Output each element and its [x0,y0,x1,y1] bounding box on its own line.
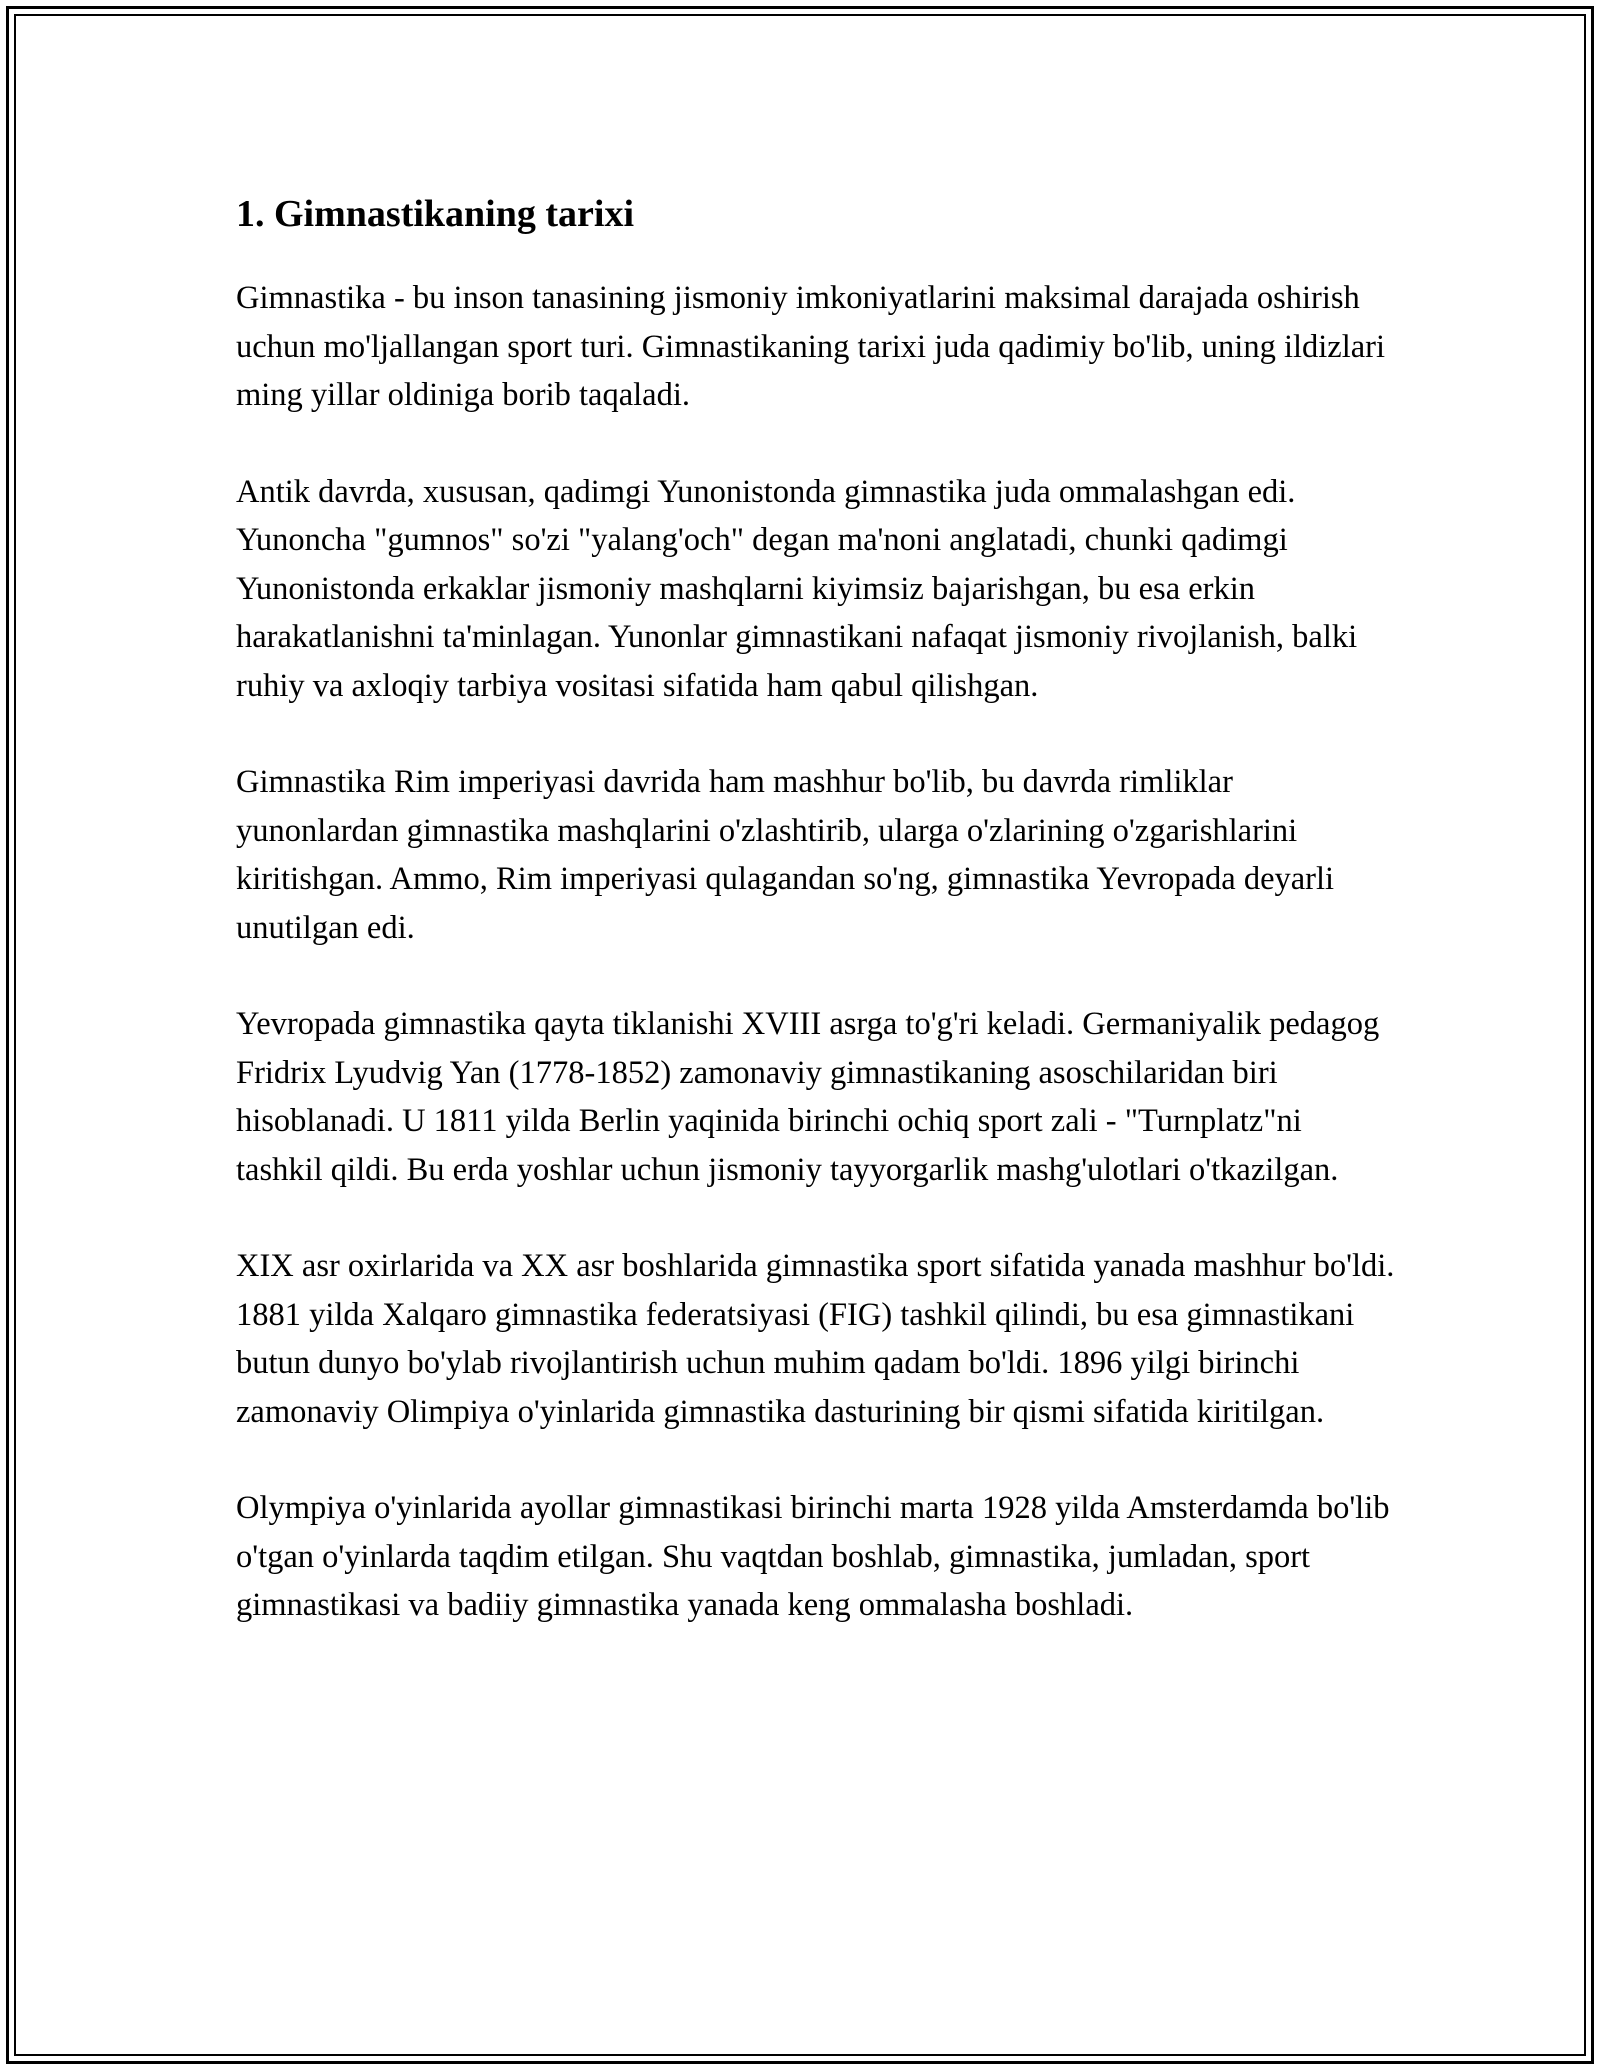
paragraph-intro: Gimnastika - bu inson tanasining jismoniy imkoniyatlarini maksimal darajada oshirish uchun mo'ljallangan sport turi. Gimnastikaning tarixi juda qadimiy bo'lib, uning ildizlari ming yillar oldiniga borib taqaladi. [236,280,1386,413]
paragraph-roman-empire: Gimnastika Rim imperiyasi davrida ham mashhur bo'lib, bu davrda rimliklar yunonlardan gimnastika mashqlarini o'zlashtirib, ularga o'zlarining o'zgarishlarini kiritishgan. Ammo, Rim imperiyasi qulagandan so'ng, gimnastika Yevropada deyarli unutilgan edi. [236,764,1335,946]
paragraph-ancient-greece: Antik davrda, xususan, qadimgi Yunonistonda gimnastika juda ommalashgan edi. Yunoncha "gumnos" so'zi "yalang'och" degan ma'noni anglatadi, chunki qadimgi Yunonistonda erkaklar jismoniy mashqlarni kiyimsiz bajarishgan, bu esa erkin harakatlanishni ta'minlagan. Yunonlar gimnastikani nafaqat jismoniy rivojlanish, balki ruhiy va axloqiy tarbiya vositasi sifatida ham qabul qilishgan. [236,473,1358,704]
paragraph-fig-olympics: XIX asr oxirlarida va XX asr boshlarida gimnastika sport sifatida yanada mashhur bo'ldi. 1881 yilda Xalqaro gimnastika federatsiyasi (FIG) tashkil qilindi, bu esa gimnastikani butun dunyo bo'ylab rivojlantirish uchun muhim qadam bo'ldi. 1896 yilgi birinchi zamonaviy Olimpiya o'yinlarida gimnastika dasturining bir qismi sifatida kiritilgan. [236,1248,1395,1430]
document-body [236,188,1396,1678]
section-heading: 1. Gimnastikaning tarixi [236,193,634,235]
paragraph-revival-europe: Yevropada gimnastika qayta tiklanishi XVIII asrga to'g'ri keladi. Germaniyalik pedagog Fridrix Lyudvig Yan (1778-1852) zamonaviy gimnastikaning asoschilaridan biri hisoblanadi. U 1811 yilda Berlin yaqinida birinchi ochiq sport zali - "Turnplatz"ni tashkil qildi. Bu erda yoshlar uchun jismoniy tayyorgarlik mashg'ulotlari o'tkazilgan. [236,1006,1380,1188]
paragraph-women-gymnastics: Olympiya o'yinlarida ayollar gimnastikasi birinchi marta 1928 yilda Amsterdamda bo'lib o'tgan o'yinlarda taqdim etilgan. Shu vaqtdan boshlab, gimnastika, jumladan, sport gimnastikasi va badiiy gimnastika yanada keng ommalasha boshladi. [236,1490,1390,1623]
